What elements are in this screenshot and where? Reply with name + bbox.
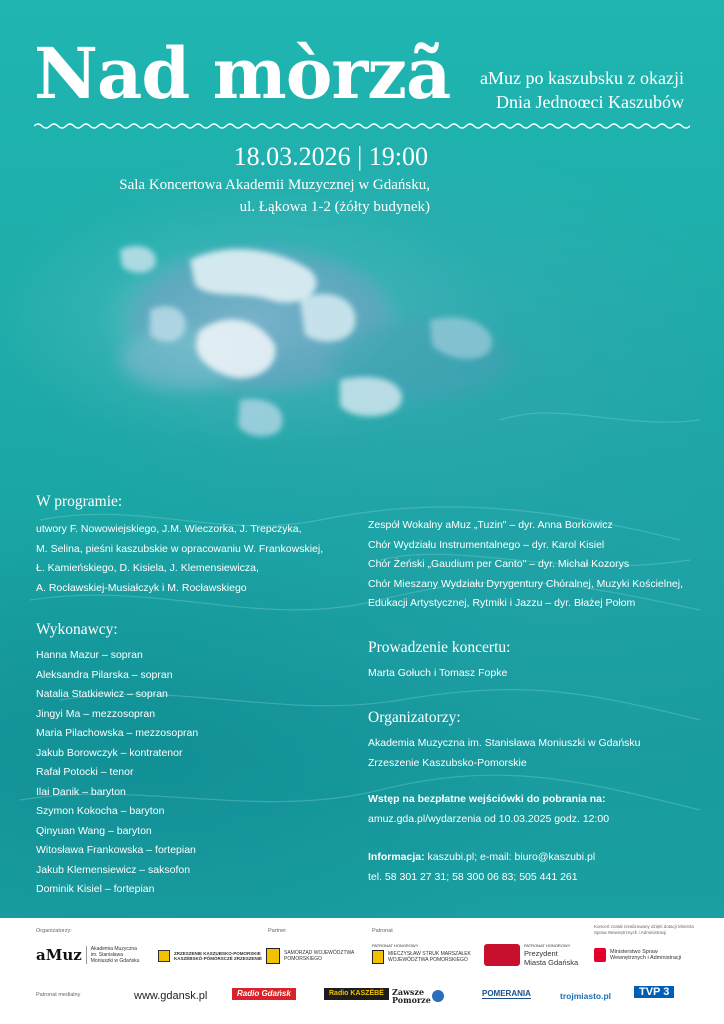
marszalek-logo-text: MIECZYSŁAW STRUK MARSZAŁEK WOJEWÓDZTWA POMORSKIEGO <box>388 951 471 963</box>
zkp-logo-text: ZRZESZENIE KASZUBSKO-POMORSKIE KASZËBSKÒ-PÒMÒRSCZÉ ZRZESZENIÉ <box>174 950 263 961</box>
info-section <box>368 848 708 887</box>
radio-kaszebe-logo[interactable] <box>324 988 389 1000</box>
subtitle-line: aMuz po kaszubsku z okazji <box>480 68 684 88</box>
event-subtitle <box>480 66 684 114</box>
ensemble-item: Chór Mieszany Wydziału Dyrygentury Chóralnej, Muzyki Kościelnej, <box>368 577 684 590</box>
pomerania-text: POMERANIA <box>482 989 531 998</box>
info-phones: tel. 58 301 27 31; 58 300 06 83; 505 441 261 <box>368 870 578 883</box>
griffin-icon <box>158 950 170 962</box>
program-line: Ł. Kamieńskiego, D. Kisiela, J. Klemensiewicza, <box>36 562 259 574</box>
globe-icon <box>432 990 444 1002</box>
coat-of-arms-icon <box>266 948 280 964</box>
performers-section <box>36 620 356 900</box>
ensemble-item: Zespół Wokalny aMuz „Tuzin" – dyr. Anna Borkowicz <box>368 519 613 531</box>
program-line: A. Rocławskiej-Musiałczyk i M. Rocławskiego <box>36 581 247 594</box>
amuz-logo-caption: Akademia Muzyczna im. Stanisława Moniuszki w Gdańsku <box>86 946 142 964</box>
venue-line: ul. Łąkowa 1-2 (żółty budynek) <box>239 199 430 215</box>
performer-item: Maria Pilachowska – mezzosopran <box>36 727 199 739</box>
coat-of-arms-icon <box>372 950 384 964</box>
footer-label-patronage: Patronat <box>372 928 393 934</box>
gdansk-pl-logo[interactable] <box>134 992 207 1000</box>
radio-gdansk-logo[interactable] <box>232 988 296 1000</box>
performer-item: Aleksandra Pilarska – sopran <box>36 668 173 681</box>
performer-item: Qinyuan Wang – baryton <box>36 824 152 837</box>
tvp3-text: TVP 3 <box>634 986 674 998</box>
performer-item: Ilai Danik – baryton <box>36 785 126 798</box>
zawsze-pomorze-logo[interactable] <box>392 988 448 1004</box>
tickets-heading: Wstęp na bezpłatne wejściówki do pobrania na: <box>368 793 606 805</box>
performer-item: Hanna Mazur – sopran <box>36 649 143 661</box>
program-heading: W programie: <box>36 493 123 510</box>
venue-line: Sala Koncertowa Akademii Muzycznej w Gdańsku, <box>119 177 430 193</box>
footer-label-media: Patronat medialny <box>36 992 81 998</box>
info-line <box>368 848 708 868</box>
program-line: utwory F. Nowowiejskiego, J.M. Wieczorka, J. Trepczyka, <box>36 523 302 535</box>
info-label: Informacja: <box>368 851 425 863</box>
gdansk-pl-text: www.gdansk.pl <box>134 990 208 1002</box>
organizers-heading: Organizatorzy: <box>368 709 461 726</box>
info-contact[interactable]: kaszubi.pl; e-mail: biuro@kaszubi.pl <box>424 851 596 863</box>
footer-label-organizers: Organizatorzy: <box>36 928 72 934</box>
performer-item: Jakub Borowczyk – kontratenor <box>36 746 183 759</box>
event-date-time: 18.03.2026 | 19:00 <box>233 142 428 171</box>
organizer-item: Zrzeszenie Kaszubsko-Pomorskie <box>368 756 527 769</box>
prezydent-logo-text: Prezydent Miasta Gdańska <box>524 949 579 967</box>
zawsze-pomorze-text: Zawsze Pomorze <box>392 987 431 1005</box>
program-section <box>36 492 356 598</box>
performer-item: Jakub Klemensiewicz – saksofon <box>36 863 191 876</box>
prezydent-logo[interactable] <box>484 942 580 967</box>
wave-divider <box>34 120 690 132</box>
gdansk-crest-icon <box>484 944 520 966</box>
zkp-logo[interactable] <box>158 950 270 962</box>
marszalek-logo[interactable] <box>372 942 472 964</box>
pomerania-logo[interactable] <box>482 990 531 999</box>
performer-item: Natalia Statkiewicz – sopran <box>36 688 168 700</box>
samorzad-logo[interactable] <box>266 948 362 964</box>
ministerstwo-logo-text: Ministerstwo Spraw Wewnętrznych i Administracji <box>610 948 682 961</box>
ensemble-item: Chór Wydziału Instrumentalnego – dyr. Karol Kisiel <box>368 538 605 551</box>
hosts-names: Marta Gołuch i Tomasz Fopke <box>368 667 508 679</box>
marszalek-top: PATRONAT HONOROWY <box>372 943 419 948</box>
amuz-logo-text: aMuz <box>36 946 82 964</box>
program-line: M. Selina, pieśni kaszubskie w opracowaniu W. Frankowskiej, <box>36 542 324 555</box>
radio-kaszebe-text: Radio KASZËBË <box>324 988 389 1000</box>
trojmiasto-text: trojmiasto.pl <box>560 991 612 1001</box>
tickets-section <box>368 790 708 829</box>
ensembles-section <box>368 516 708 614</box>
tvp3-logo[interactable] <box>634 986 674 998</box>
performer-item: Rafał Potocki – tenor <box>36 766 134 778</box>
event-venue <box>119 174 430 218</box>
event-title: Nad mòrzã <box>34 32 451 115</box>
prezydent-top: PATRONAT HONOROWY <box>524 943 571 948</box>
performers-heading: Wykonawcy: <box>36 621 118 638</box>
trojmiasto-logo[interactable] <box>560 992 611 1000</box>
ensemble-item: Chór Żeński „Gaudium per Canto" – dyr. Michał Kozorys <box>368 558 630 570</box>
radio-gdansk-text: Radio Gdańsk <box>232 988 296 1000</box>
performer-item: Witosława Frankowska – fortepian <box>36 844 196 856</box>
tickets-link[interactable]: amuz.gda.pl/wydarzenia od 10.03.2025 godz. 12:00 <box>368 812 610 825</box>
hosts-section <box>368 638 708 684</box>
subtitle-line: Dnia Jednoœci Kaszubów <box>496 92 684 112</box>
footer-label-partner: Partner <box>268 928 287 934</box>
footer-label-funding: Koncert został zrealizowany dzięki dotacji Ministra Spraw Wewnętrznych i Administracji <box>594 924 694 935</box>
performer-item: Dominik Kisiel – fortepian <box>36 883 155 895</box>
ministerstwo-logo[interactable] <box>594 948 692 962</box>
ensemble-item: Edukacji Artystycznej, Rytmiki i Jazzu – dyr. Błażej Połom <box>368 597 636 609</box>
hosts-heading: Prowadzenie koncertu: <box>368 639 511 656</box>
eagle-icon <box>594 948 606 962</box>
performer-item: Jingyi Ma – mezzosopran <box>36 707 156 720</box>
amuz-logo[interactable] <box>36 946 142 964</box>
sponsor-footer <box>0 918 724 1024</box>
samorzad-logo-text: SAMORZĄD WOJEWÓDZTWA POMORSKIEGO <box>284 950 355 962</box>
organizer-item: Akademia Muzyczna im. Stanisława Moniuszki w Gdańsku <box>368 737 641 749</box>
performer-item: Szymon Kokocha – baryton <box>36 805 165 817</box>
organizers-section <box>368 708 708 773</box>
